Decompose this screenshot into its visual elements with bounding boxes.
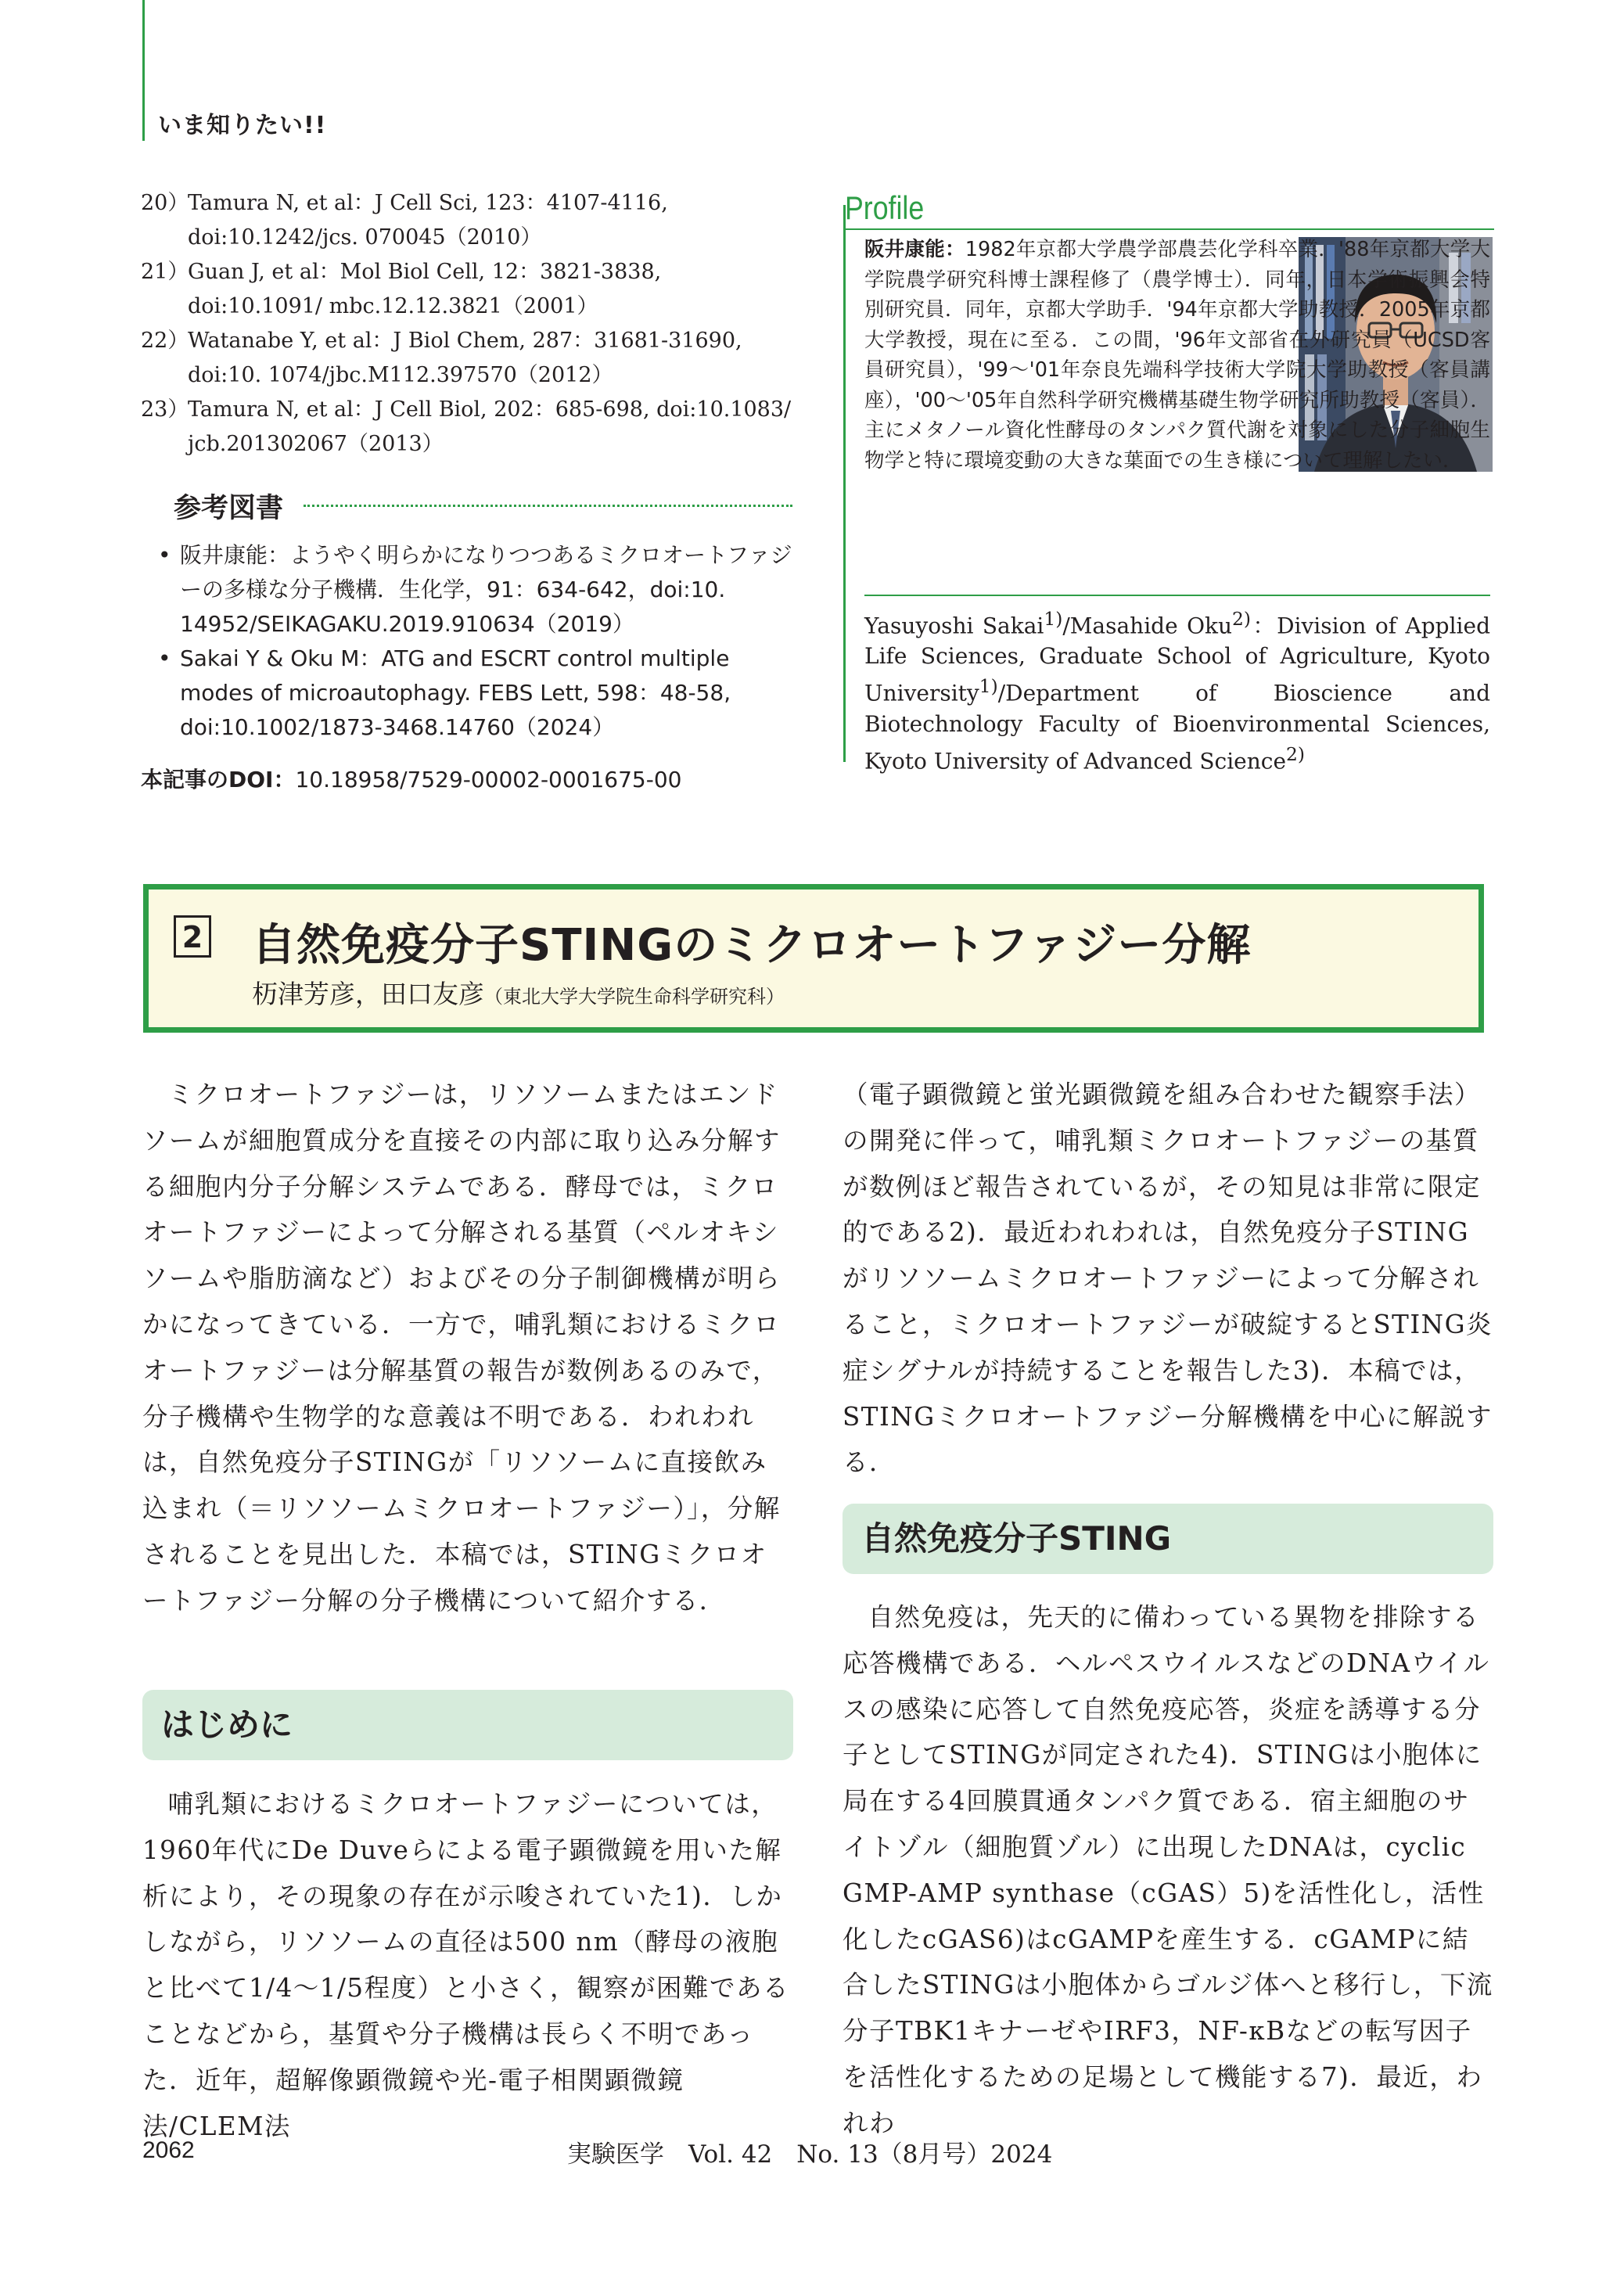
author-names: 杤津芳彦，田口友彦 xyxy=(252,979,484,1009)
profile-english-affiliation xyxy=(864,604,1490,776)
sting-paragraph xyxy=(843,1594,1493,2147)
book-item: • 阪井康能：ようやく明らかになりつつあるミクロオートファジーの多様な分子機構．生化学，91：634-642，doi:10. 14952/SEIKAGAKU.2019.910634（2019） xyxy=(158,538,799,642)
doi-label: 本記事のDOI： xyxy=(141,767,296,792)
profile-title: Profile xyxy=(845,189,925,226)
continued-text: （電子顕微鏡と蛍光顕微鏡を組み合わせた観察手法）の開発に伴って，哺乳類ミクロオートファジーの基質が数例ほど報告されているが，その知見は非常に限定的である2)．最近われわれは，自然免疫分子STINGがリソソームミクロオートファジーによって分解されること，ミクロオートファジーが破綻するとSTING炎症シグナルが持続することを報告した3)．本稿では，STINGミクロオートファジー分解機構を中心に解説する． xyxy=(843,1080,1493,1478)
book-item: • Sakai Y & Oku M：ATG and ESCRT control multiple modes of microautophagy. FEBS Lett, 598：48-58, doi:10.1002/1873-3468.14760（2024） xyxy=(158,642,799,745)
abstract-text: ミクロオートファジーは，リソソームまたはエンドソームが細胞質成分を直接その内部に取り込み分解する細胞内分子分解システムである．酵母では，ミクロオートファジーによって分解される基質（ペルオキシソームや脂肪滴など）およびその分子制御機構が明らかになってきている．一方で，哺乳類におけるミクロオートファジーは分解基質の報告が数例あるのみで，分子機構や生物学的な意義は不明である．われわれは，自然免疫分子STINGが「リソソームに直接飲み込まれ（＝リソソームミクロオートファジー）」，分解されることを見出した．本稿では，STINGミクロオートファジー分解の分子機構について紹介する． xyxy=(142,1080,781,1616)
article-title: 自然免疫分子STINGのミクロオートファジー分解 xyxy=(252,920,1252,971)
reference-number: 21） xyxy=(141,260,189,284)
header-accent-line xyxy=(142,0,145,141)
colon: ： xyxy=(1251,613,1277,639)
profile-accent-line xyxy=(843,205,846,762)
affil2-sup: 2) xyxy=(1286,742,1305,765)
affil1-sup: 1) xyxy=(979,675,998,698)
article-number-badge: 2 xyxy=(174,915,211,958)
profile-biography xyxy=(864,235,1490,476)
profile-underline xyxy=(845,228,1494,230)
reference-books-list xyxy=(158,538,799,745)
reference-text: Tamura N, et al：J Cell Sci, 123：4107-4116, doi:10.1242/jcs. 070045（2010） xyxy=(188,191,668,250)
reference-text: Tamura N, et al：J Cell Biol, 202：685-698, doi:10.1083/ jcb.201302067（2013） xyxy=(188,397,792,456)
reference-item xyxy=(141,255,798,324)
reference-item xyxy=(141,324,798,393)
dotted-divider xyxy=(304,505,792,507)
introduction-paragraph xyxy=(142,1781,793,2149)
profile-bio-text: 1982年京都大学農学部農芸化学科卒業．'88年京都大学大学院農学研究科博士課程修了（農学博士）．同年，日本学術振興会特別研究員．同年，京都大学助手．'94年京都大学助教授．2005年京都大学教授，現在に至る．この間，'96年文部省在外研究員（UCSD客員研究員），'99～'01年奈良先端科学技術大学院大学助教授（客員講座），'00～'05年自然科学研究機構基礎生物学研究所助教授（客員）．主にメタノール資化性酵母のタンパク質代謝を対象にした分子細胞生物学と特に環境変動の大きな葉面での生き様について理解したい． xyxy=(864,238,1490,473)
profile-name: 阪井康能： xyxy=(864,238,965,261)
author-affiliation: （東北大学大学院生命科学研究科） xyxy=(484,986,785,1008)
affiliation1: Division of Applied Life Sciences, Graduate School of Agriculture, Kyoto University xyxy=(864,613,1490,706)
reference-number: 23） xyxy=(141,397,189,422)
author1-name: Yasuyoshi Sakai xyxy=(864,613,1044,639)
author2-sup: 2) xyxy=(1232,608,1251,630)
article-authors xyxy=(252,974,785,1011)
profile-separator xyxy=(864,595,1490,596)
reference-item xyxy=(141,393,798,462)
article-doi xyxy=(141,763,681,794)
reference-number: 22） xyxy=(141,329,189,353)
introduction-text: 哺乳類におけるミクロオートファジーについては，1960年代にDe Duveらによる電子顕微鏡を用いた解析により，その現象の存在が示唆されていた1)．しかしながら，リソソームの直径は500 nm（酵母の液胞と比べて1/4～1/5程度）と小さく，観察が困難であることなどから，基質や分子機構は長らく不明であった．近年，超解像顕微鏡や光-電子相関顕微鏡法/CLEM法 xyxy=(142,1789,789,2141)
reference-text: Watanabe Y, et al：J Biol Chem, 287：31681-31690, doi:10. 1074/jbc.M112.397570（2012） xyxy=(188,329,742,387)
affiliation2: /Department of Bioscience and Biotechnology Faculty of Bioenvironmental Sciences, Kyoto University of Advanced Science xyxy=(864,680,1490,774)
reference-books-heading: 参考図書 xyxy=(174,493,284,524)
reference-text: Guan J, et al：Mol Biol Cell, 12：3821-3838, doi:10.1091/ mbc.12.12.3821（2001） xyxy=(188,260,662,318)
series-tag: いま知りたい!! xyxy=(158,112,327,139)
reference-list xyxy=(141,186,798,462)
column2-continued xyxy=(843,1072,1493,1486)
reference-item xyxy=(141,186,798,255)
sting-text: 自然免疫は，先天的に備わっている異物を排除する応答機構である．ヘルペスウイルスなどのDNAウイルスの感染に応答して自然免疫応答，炎症を誘導する分子としてSTINGが同定された4)．STINGは小胞体に局在する4回膜貫通タンパク質である．宿主細胞のサイトゾル（細胞質ゾル）に出現したDNAは，cyclic GMP-AMP synthase（cGAS）5)を活性化し，活性化したcGAS6)はcGAMPを産生する．cGAMPに結合したSTINGは小胞体からゴルジ体へと移行し，下流分子TBK1キナーゼやIRF3，NF-κBなどの転写因子を活性化するための足場として機能する7)．最近，われわ xyxy=(843,1602,1493,2138)
reference-number: 20） xyxy=(141,191,189,215)
journal-info: 実験医学 Vol. 42 No. 13（8月号）2024 xyxy=(567,2140,1053,2169)
abstract-paragraph xyxy=(142,1072,793,1624)
doi-value: 10.18958/7529-00002-0001675-00 xyxy=(295,767,682,792)
author2-name: Masahide Oku xyxy=(1069,613,1233,639)
section-heading-sting: 自然免疫分子STING xyxy=(843,1504,1493,1574)
section-heading-introduction: はじめに xyxy=(142,1690,793,1760)
author1-sup: 1) xyxy=(1044,608,1063,630)
author-sep: / xyxy=(1062,613,1070,639)
page-number: 2062 xyxy=(142,2137,195,2163)
